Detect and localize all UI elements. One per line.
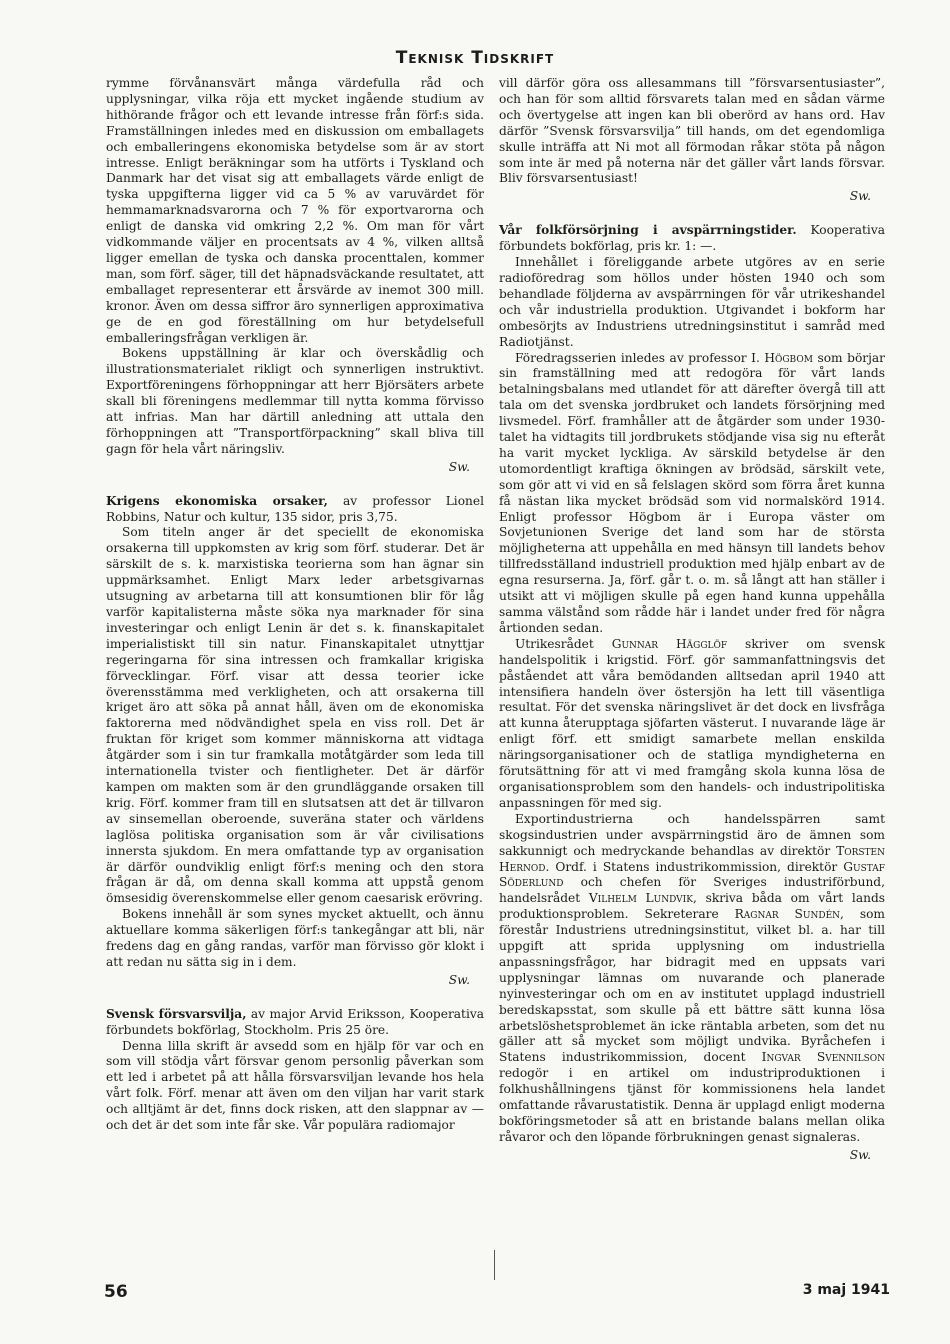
review-heading — [499, 223, 885, 255]
text-run: , som förestår Industriens utredningsinstitut, vilket bl. a. har till uppgift att sprida upplysning om industriella anpassningsfrågor, har bidragit med en uppsats vari upplysningar lämnas om nuvarande och planerade nyinvesteringar och om en av institutet upplagd industriell beredskapsstat, som skulle på ett bättre sätt kunna lösa arbetslöshetsproblemet än icke räntabla arbeten, som det nu gäller att så mycket som möjligt undvika. Byråchefen i Statens industrikommission, docent — [499, 907, 885, 1065]
signature: Sw. — [448, 459, 470, 474]
person-name: Gustaf Söderlund — [499, 859, 885, 890]
text-run: Föredragsserien inledes av professor — [515, 350, 752, 365]
review-title: Svensk försvarsvilja, — [106, 1006, 247, 1021]
right-column — [499, 76, 885, 1164]
review-meta: av major Arvid Eriksson, Kooperativa förbundets bokförlag, Stockholm. Pris 25 öre. — [106, 1006, 484, 1037]
issue-date: 3 maj 1941 — [802, 1282, 890, 1298]
column-divider — [494, 1250, 495, 1280]
review-meta: Kooperativa förbundets bokförlag, pris kr. 1: —. — [499, 223, 885, 254]
signature: Sw. — [849, 1147, 871, 1162]
paragraph — [499, 351, 885, 637]
person-name: Ragnar Sundén — [734, 907, 841, 922]
paragraph: Bokens uppställning är klar och överskådlig och illustrationsmaterialet rikligt och synnerligen instruktivt. Exportföreningens förhoppningar att herr Björsäters arbete skall bli föreningens medlemmar till nytta komma förvisso att infrias. Man har därtill anledning att uttala den förhoppningen att ”Transportförpackning” skall bliva till gagn för hela vårt näringsliv. — [106, 346, 484, 456]
person-name: I. Högbom — [751, 350, 813, 365]
text-run: . Ordf. i Statens industrikommission, direktör — [545, 859, 844, 874]
paragraph — [499, 637, 885, 812]
review-heading — [106, 494, 484, 526]
signature: Sw. — [448, 972, 470, 987]
text-run: skriver om svensk handelspolitik i krigstid. Förf. gör sammanfattningsvis det påståendet att våra bemödanden alltsedan april 1940 att intensifiera handeln över östersjön ha lett till väsentliga resultat. För det svenska näringslivet är det dock en livsfråga att kunna återupptaga sjöfarten västerut. I nuvarande läge är enligt förf. ett smidigt samarbete mellan enskilda näringsorganisationer och de statliga myndigheterna en förutsättning för att vi med framgång skola kunna lösa de organisationsproblem som den handels- och industripolitiska anpassningen för med sig. — [499, 636, 885, 810]
paragraph: vill därför göra oss allesammans till ”försvarsentusiaster”, och han för som alltid försvarets talan med en sådan värme och övertygelse att ingen kan bli oberörd av hans ord. Hav därför ”Svensk försvarsvilja” till hands, om det egendomliga skulle inträffa att Ni mot all förmodan råkar stöta på någon som inte är med på noterna när det gäller vårt lands försvar. Bliv försvarsentusiast! — [499, 76, 885, 186]
person-name: Ingvar Svennilson — [761, 1050, 885, 1065]
text-run: som börjar sin framställning med att redogöra för vårt lands betalningsbalans med utlandet för att därefter övergå till att tala om det svenska jordbruket och landets försörjning med livsmedel. Förf. framhåller att de åtgärder som under 1930-talet ha vidtagits till jordbrukets stödjande visa sig nu efteråt ha varit mycket lyckliga. Av särskild betydelse är den utomordentligt kraftiga ökningen av brödsäd, särskilt vete, som gör att vi vid en så felslagen skörd som förra året kunna få nästan lika mycket brödsäd som vid normalskörd 1914. Enligt professor Högbom är i Europa väster om Sovjetunionen Sverige det land som har de största möjligheterna att uppehålla en med hänsyn till landets behov tillfredsställand industriell produktion med hjälp enbart av de egna resurserna. Ja, förf. går t. o. m. så långt att han ställer i utsikt att vi möjligen skulle på egen hand kunna uppehålla samma välstånd som rådde här i landet under fred för några årtionden sedan. — [499, 350, 885, 635]
text-run: och chefen för Sveriges industriförbund, handelsrådet — [499, 875, 885, 906]
person-name: Vilhelm Lundvik — [588, 891, 693, 906]
left-column — [106, 76, 484, 1134]
person-name: Torsten Hernod — [499, 843, 885, 874]
paragraph: Som titeln anger är det speciellt de ekonomiska orsakerna till uppkomsten av krig som förf. studerar. Det är särskilt de s. k. marxistiska teorierna som han ägnar sin uppmärksamhet. Enligt Marx leder arbetsgivarnas utsugning av arbetarna till att konsumtionen blir för låg varför kapitalisterna måste söka nya marknader för sina investeringar och enligt Lenin är det s. k. finanskapitalet imperialistiskt till sin natur. Finanskapitalet utnyttjar regeringarna för sina intressen och framkallar krigiska förvecklingar. Förf. visar att dessa teorier icke överensstämma med verkligheten, och att orsakerna till kriget äro att söka på annat håll, även om de ekonomiska faktorerna med nödvändighet spela en viss roll. Det är fruktan för kriget som kommer människorna att vidtaga åtgärder som i sin tur framkalla motåtgärder som leda till internationella tvister och fientligheter. Det är därför kampen om makten som är den grundläggande orsaken till krig. Förf. kommer fram till en slutsatsen att det är tillvaron av sinsemellan oberoende, suveräna stater och världens laglösa politiska organisation som är vår civilisations innersta sjukdom. En mera omfattande typ av organisation är därför oundviklig enligt förf:s mening och den stora frågan är då, om denna skall komma att uppstå genom ömsesidig överenskommelse eller genom caesarisk erövring. — [106, 525, 484, 906]
paragraph: Denna lilla skrift är avsedd som en hjälp för var och en som vill stödja vårt försvar genom personlig påverkan som ett led i arbetet på att hålla försvarsviljan levande hos hela vårt folk. Förf. menar att även om den viljan har varit stark och alltjämt är det, finns dock risken, att den slappnar av — och det är det som inte får ske. Vår populära radiomajor — [106, 1038, 484, 1133]
paragraph: Innehållet i föreliggande arbete utgöres av en serie radioföredrag som höllos under hösten 1940 och som behandlade följderna av avspärrningen för vår utrikeshandel och vår industriella produktion. Utgivandet i bokform har ombesörjts av Industriens utredningsinstitut i samråd med Radiotjänst. — [499, 255, 885, 349]
paragraph: Bokens innehåll är som synes mycket aktuellt, och ännu aktuellare komma säkerligen förf:s tankegångar att bli, när fredens dag en gång randas, varför man förvisso gör klokt i att redan nu sätta sig in i dem. — [106, 907, 484, 969]
page-number: 56 — [104, 1282, 128, 1302]
person-name: Gunnar Hägglöf — [611, 636, 728, 651]
text-run: redogör i en artikel om industriproduktionen i folkhushållningens tjänst för kommissionens hela landet omfattande råvarustatistik. Denna är upplagd enligt moderna bokföringsmetoder så att en bristande balans mellan olika råvaror och den löpande förbrukningen genast signaleras. — [499, 1066, 885, 1144]
text-run: Utrikesrådet — [515, 636, 612, 651]
text-run: Exportindustrierna och handelsspärren samt skogsindustrien under avspärrningstid äro de ämnen som sakkunnigt och medryckande behandlas av direktör — [499, 811, 885, 858]
signature: Sw. — [849, 189, 871, 204]
review-heading — [106, 1007, 484, 1039]
paragraph — [499, 812, 885, 1146]
review-meta: av professor Lionel Robbins, Natur och kultur, 135 sidor, pris 3,75. — [106, 493, 484, 524]
text-run: , skriva båda om vårt lands produktionsproblem. Sekreterare — [499, 891, 885, 922]
running-head: Teknisk Tidskrift — [395, 48, 555, 68]
review-title: Vår folkförsörjning i avspärrningstider. — [499, 223, 797, 238]
review-title: Krigens ekonomiska orsaker, — [106, 493, 328, 508]
paragraph: rymme förvånansvärt många värdefulla råd och upplysningar, vilka röja ett mycket ingående studium av hithörande frågor och ett levande intresse från förf:s sida. Framställningen inledes med en diskussion om emballagets och emballeringens ekonomiska betydelse som är av stort intresse. Enligt beräkningar som ha utförts i Tyskland och Danmark har det visat sig att emballagets värde enligt de tyska uppgifterna ligger vid ca 5 % av varuvärdet för hemmamarknadsvarorna och 7 % för exportvarorna och enligt de danska vid omkring 2,2 %. Om man för vårt vidkommande väljer en procentsats av 4 %, vilken alltså ligger emellan de tyska och danska procenttalen, kommer man, som förf. säger, till det häpnadsväckande resultatet, att emballaget representerar ett årsvärde av inemot 300 mill. kronor. Även om dessa siffror äro synnerligen approximativa ge de en god föreställning om hur betydelsefull emballeringsfrågan verkligen är. — [106, 76, 484, 345]
